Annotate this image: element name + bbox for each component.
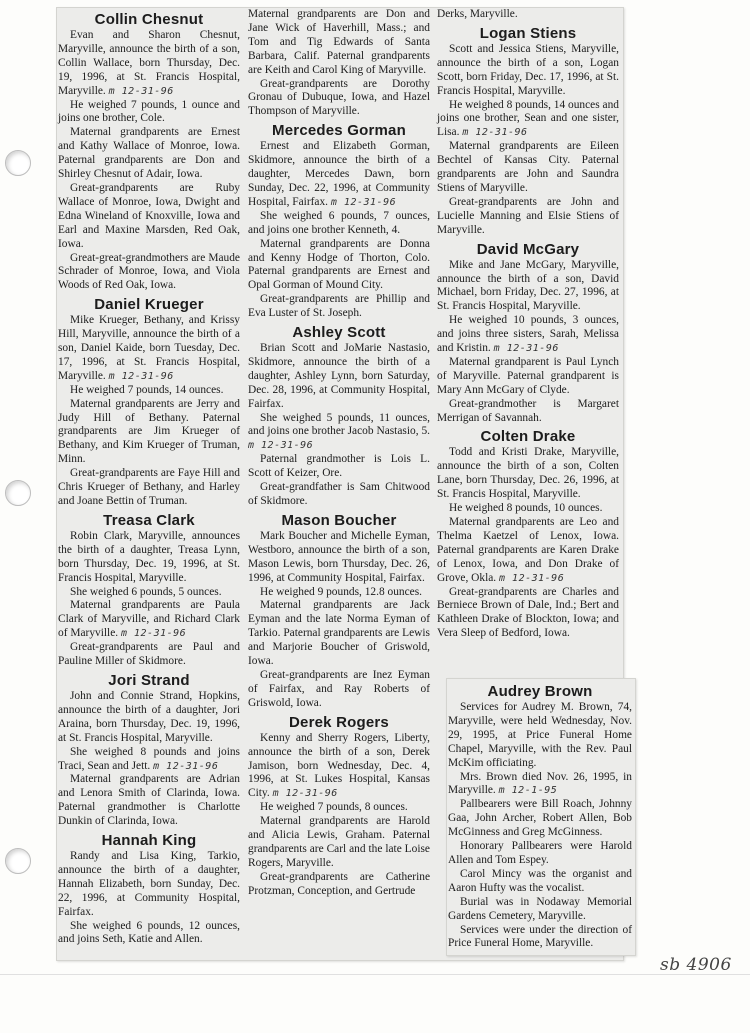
paragraph-text: Burial was in Nodaway Memorial Gardens Cemetery, Maryville.	[448, 895, 632, 922]
paragraph-text: Todd and Kristi Drake, Maryville, announce the birth of a son, Colten Lane, born Thursday, Dec. 26, 1996, at St. Francis Hospital, Maryville.	[437, 446, 619, 501]
announcement-paragraph	[437, 99, 619, 141]
paragraph-text: Maternal grandparents are Don and Jane Wick of Haverhill, Mass.; and Tom and Tig Edwards of Santa Barbara, Calif. Paternal grandparents are Keith and Carol King of Maryville.	[248, 8, 430, 76]
column-3	[437, 8, 619, 641]
paragraph-text: Scott and Jessica Stiens, Maryville, announce the birth of a son, Logan Scott, born Friday, Dec. 17, 1996, at St. Francis Hospital, Maryville.	[437, 42, 619, 97]
paragraph-text: He weighed 8 pounds, 10 ounces.	[449, 502, 603, 515]
announcement-paragraph	[58, 29, 240, 99]
catalog-number: sb 4906	[660, 955, 732, 975]
announcement-paragraph	[248, 815, 430, 871]
paragraph-text: Derks, Maryville.	[437, 8, 518, 20]
punch-hole-top	[5, 150, 31, 176]
paragraph-text: He weighed 7 pounds, 8 ounces.	[260, 801, 408, 814]
handwritten-date-note: m 12-31-96	[272, 788, 338, 800]
announcement-headline: Colten Drake	[480, 428, 576, 446]
announcement-paragraph	[437, 356, 619, 398]
handwritten-date-note: m 12-31-96	[330, 196, 397, 208]
announcement-paragraph	[448, 771, 632, 799]
announcement-paragraph	[248, 210, 430, 238]
announcement-paragraph	[58, 690, 240, 746]
announcement-paragraph	[248, 871, 430, 899]
announcement-headline: Derek Rogers	[289, 713, 389, 731]
handwritten-date-note: m 12-31-96	[153, 760, 219, 772]
announcement-paragraph	[58, 182, 240, 252]
paragraph-text: She weighed 6 pounds, 5 ounces.	[70, 585, 222, 598]
announcement	[437, 241, 619, 426]
announcement-paragraph	[448, 701, 632, 771]
announcement	[248, 122, 430, 321]
paragraph-text: She weighed 6 pounds, 7 ounces, and joins one brother Kenneth, 4.	[248, 209, 430, 236]
paragraph-text: Maternal grandparents are Harold and Alicia Lewis, Graham. Paternal grandparents are Carl and the late Loise Rogers, Maryville.	[248, 815, 430, 869]
announcement-paragraph	[58, 586, 240, 600]
handwritten-date-note: m 12-31-96	[248, 440, 314, 452]
announcement-paragraph	[58, 530, 240, 586]
announcement-paragraph	[248, 8, 430, 78]
page-edge-line	[0, 974, 750, 975]
paragraph-text: Brian Scott and JoMarie Nastasio, Skidmore, announce the birth of a daughter, Ashley Lynn, born Saturday, Dec. 28, 1996, at Community Hospital, Fairfax.	[248, 342, 430, 410]
announcement	[58, 296, 240, 509]
announcement	[448, 683, 632, 951]
announcement-paragraph	[437, 398, 619, 426]
announcement-paragraph	[248, 342, 430, 412]
announcement-paragraph	[58, 314, 240, 384]
announcement	[58, 672, 240, 829]
paragraph-text: Honorary Pallbearers were Harold Allen and Tom Espey.	[448, 840, 632, 866]
handwritten-date-note: m 12-31-96	[108, 85, 174, 97]
paragraph-text: She weighed 5 pounds, 11 ounces, and joins one brother Jacob Nastasio, 5.	[248, 411, 430, 438]
announcement-paragraph	[248, 530, 430, 586]
paragraph-text: Great-grandparents are Ruby Wallace of Monroe, Iowa, Dwight and Edna Wineland of Knoxville, Iowa and Earl and Maxine Marsden, Red Oak, Iowa.	[58, 181, 240, 250]
paragraph-text: Ernest and Elizabeth Gorman, Skidmore, announce the birth of a daughter, Mercedes Dawn, born Sunday, Dec. 22, 1996, at Community Hospital, Fairfax.	[248, 140, 430, 208]
announcement	[58, 832, 240, 947]
punch-hole-middle	[5, 480, 31, 506]
paragraph-text: She weighed 8 pounds and joins Traci, Sean and Jett.	[58, 745, 240, 772]
announcement-headline: Logan Stiens	[479, 24, 577, 42]
paragraph-text: Maternal grandparent is Paul Lynch of Maryville. Paternal grandparent is Mary Ann McGary of Clyde.	[437, 355, 619, 396]
paragraph-text: Evan and Sharon Chesnut, Maryville, announce the birth of a son, Collin Wallace, born Thursday, Dec. 19, 1996, at St. Francis Hospital, Maryville.	[58, 29, 240, 97]
paragraph-text: Great-great-grandmothers are Maude Schrader of Monroe, Iowa, and Viola Woods of Red Oak, Iowa.	[58, 251, 240, 292]
announcement-paragraph	[58, 384, 240, 398]
announcement-headline: Mercedes Gorman	[272, 122, 406, 140]
announcement-paragraph	[437, 196, 619, 238]
announcement-paragraph	[58, 773, 240, 829]
announcement-paragraph	[58, 467, 240, 509]
announcement-paragraph	[248, 293, 430, 321]
paragraph-text: Robin Clark, Maryville, announces the birth of a daughter, Treasa Lynn, born Thursday, Dec. 19, 1996, at St. Francis Hospital, Maryville.	[58, 529, 240, 584]
column-1	[58, 8, 240, 947]
announcement	[248, 8, 430, 119]
announcement-paragraph	[248, 481, 430, 509]
announcement-paragraph	[58, 599, 240, 641]
paragraph-text: Maternal grandparents are Paula Clark of Maryville, and Richard Clark of Maryville.	[58, 599, 240, 640]
announcement-headline: Ashley Scott	[292, 324, 386, 342]
paragraph-text: Pallbearers were Bill Roach, Johnny Gaa, John Archer, Robert Allen, Bob McGinness and Greg McGinness.	[448, 798, 632, 839]
announcement-paragraph	[248, 453, 430, 481]
announcement-paragraph	[248, 599, 430, 669]
handwritten-date-note: m 12-31-96	[462, 127, 528, 139]
announcement-paragraph	[58, 398, 240, 468]
paragraph-text: John and Connie Strand, Hopkins, announce the birth of a daughter, Jori Araina, born Thursday, Dec. 19, 1996, at St. Francis Hospital, Maryville.	[58, 689, 240, 744]
paragraph-text: He weighed 7 pounds, 1 ounce and joins one brother, Cole.	[58, 98, 240, 125]
announcement-paragraph	[58, 99, 240, 127]
paragraph-text: Services were under the direction of Price Funeral Home, Maryville.	[448, 923, 632, 950]
announcement-headline: Treasa Clark	[103, 511, 195, 529]
announcement	[437, 8, 619, 22]
paragraph-text: Kenny and Sherry Rogers, Liberty, announce the birth of a son, Derek Jamison, born Wednesday, Dec. 4, 1996, at St. Lukes Hospital, Kansas City.	[248, 731, 430, 800]
paragraph-text: Carol Mincy was the organist and Aaron Hufty was the vocalist.	[448, 867, 632, 894]
announcement-paragraph	[248, 669, 430, 711]
paragraph-text: Maternal grandparents are Jerry and Judy Hill of Bethany. Paternal grandparents are Jim Krueger of Bethany, and Kim Krueger of Truman, Minn.	[58, 397, 240, 466]
announcement-headline: Hannah King	[101, 832, 197, 850]
announcement-paragraph	[437, 8, 619, 22]
announcement-paragraph	[437, 43, 619, 99]
paragraph-text: Great-grandparents are Paul and Pauline Miller of Skidmore.	[58, 641, 240, 668]
announcement-paragraph	[248, 140, 430, 210]
paragraph-text: Great-grandparents are Phillip and Eva Luster of St. Joseph.	[248, 293, 430, 320]
paragraph-text: He weighed 7 pounds, 14 ounces.	[70, 383, 224, 396]
punch-hole-bottom	[5, 848, 31, 874]
announcement-paragraph	[448, 798, 632, 840]
paragraph-text: Maternal grandparents are Adrian and Lenora Smith of Clarinda, Iowa. Paternal grandmother is Charlotte Dunkin of Clarinda, Iowa.	[58, 773, 240, 828]
announcement-paragraph	[437, 314, 619, 356]
obituary-column	[448, 680, 632, 951]
announcement-paragraph	[448, 868, 632, 896]
paragraph-text: Maternal grandparents are Donna and Kenny Hodge of Thorton, Colo. Paternal grandparents are Ernest and Opal Gorman of Mound City.	[248, 237, 430, 292]
announcement-paragraph	[437, 259, 619, 315]
announcement	[58, 512, 240, 669]
announcement-paragraph	[58, 126, 240, 182]
announcement-paragraph	[58, 641, 240, 669]
handwritten-date-note: m 12-31-96	[499, 572, 565, 584]
announcement-paragraph	[448, 840, 632, 868]
announcement-paragraph	[58, 850, 240, 920]
announcement-headline: Daniel Krueger	[94, 296, 204, 314]
announcement-paragraph	[448, 924, 632, 952]
paragraph-text: Maternal grandparents are Eileen Bechtel of Kansas City. Paternal grandparents are John and Saundra Stiens of Maryville.	[437, 140, 619, 194]
column-2	[248, 8, 430, 899]
announcement-headline: Mason Boucher	[281, 511, 397, 529]
paragraph-text: Great-grandmother is Margaret Merrigan of Savannah.	[437, 397, 619, 424]
paragraph-text: Maternal grandparents are Leo and Thelma Kaetzel of Lenox, Iowa. Paternal grandparents are Karen Drake of Lenox, Iowa, and Don Drake of Grove, Okla.	[437, 516, 619, 584]
paragraph-text: Great-grandparents are Inez Eyman of Fairfax, and Ray Roberts of Griswold, Iowa.	[248, 668, 430, 709]
paragraph-text: Great-grandparents are John and Lucielle Manning and Elsie Stiens of Maryville.	[437, 195, 619, 236]
paragraph-text: Mrs. Brown died Nov. 26, 1995, in Maryville.	[448, 770, 632, 797]
paragraph-text: Great-grandparents are Dorothy Gronau of Dubuque, Iowa, and Hazel Thompson of Maryville.	[248, 77, 430, 118]
announcement-paragraph	[58, 920, 240, 948]
paragraph-text: Mark Boucher and Michelle Eyman, Westboro, announce the birth of a son, Mason Lewis, born Thursday, Dec. 26, 1996, at Community Hospital, Fairfax.	[248, 529, 430, 584]
announcement-paragraph	[448, 896, 632, 924]
paragraph-text: Mike and Jane McGary, Maryville, announce the birth of a son, David Michael, born Friday, Dec. 27, 1996, at St. Francis Hospital, Maryville.	[437, 258, 619, 313]
paragraph-text: Great-grandfather is Sam Chitwood of Skidmore.	[248, 481, 430, 507]
announcement	[248, 512, 430, 711]
announcement-headline: Collin Chesnut	[94, 11, 204, 28]
announcement-paragraph	[248, 238, 430, 294]
announcement-paragraph	[248, 801, 430, 815]
paragraph-text: Randy and Lisa King, Tarkio, announce the birth of a daughter, Hannah Elizabeth, born Sunday, Dec. 22, 1996, at Community Hospital, Fairfax.	[58, 850, 240, 918]
announcement-paragraph	[437, 446, 619, 502]
announcement	[437, 428, 619, 641]
paragraph-text: Mike Krueger, Bethany, and Krissy Hill, Maryville, announce the birth of a son, Daniel Kaide, born Tuesday, Dec. 17, 1996, at St. Francis Hospital, Maryville.	[58, 314, 240, 382]
announcement-paragraph	[248, 78, 430, 120]
announcement-paragraph	[437, 516, 619, 586]
announcement-paragraph	[248, 586, 430, 600]
paragraph-text: Great-grandparents are Catherine Protzman, Conception, and Gertrude	[248, 870, 430, 897]
announcement-paragraph	[437, 586, 619, 642]
paragraph-text: He weighed 8 pounds, 14 ounces and joins one brother, Sean and one sister, Lisa.	[437, 98, 619, 139]
announcement-paragraph	[58, 746, 240, 774]
announcement	[248, 714, 430, 899]
paragraph-text: Great-grandparents are Faye Hill and Chris Krueger of Bethany, and Harley and Joane Bettin of Truman.	[58, 467, 240, 507]
announcement	[437, 25, 619, 238]
announcement-paragraph	[437, 140, 619, 196]
announcement	[58, 11, 240, 293]
paragraph-text: Maternal grandparents are Jack Eyman and the late Norma Eyman of Tarkio. Paternal grandparents are Lewis and Marjorie Boucher of Griswold, Iowa.	[248, 599, 430, 668]
paragraph-text: He weighed 9 pounds, 12.8 ounces.	[260, 585, 422, 598]
announcement-headline: Audrey Brown	[487, 683, 593, 700]
paragraph-text: Paternal grandmother is Lois L. Scott of Keizer, Ore.	[248, 453, 430, 480]
paragraph-text: He weighed 10 pounds, 3 ounces, and joins three sisters, Sarah, Melissa and Kristin.	[437, 314, 619, 355]
announcement-paragraph	[437, 502, 619, 516]
paragraph-text: Maternal grandparents are Ernest and Kathy Wallace of Monroe, Iowa. Paternal grandparents are Don and Shirley Chesnut of Adair, Iowa.	[58, 126, 240, 181]
announcement-headline: Jori Strand	[108, 671, 190, 689]
paragraph-text: Great-grandparents are Charles and Berniece Brown of Dale, Ind.; Bert and Kathleen Drake of Blockton, Iowa; and Vera Sleep of Bedford, Iowa.	[437, 585, 619, 640]
handwritten-date-note: m 12-31-96	[493, 343, 559, 355]
handwritten-date-note: m 12-31-96	[108, 370, 174, 382]
announcement	[248, 324, 430, 509]
handwritten-date-note: m 12-31-96	[120, 628, 187, 640]
paragraph-text: She weighed 6 pounds, 12 ounces, and joins Seth, Katie and Allen.	[58, 919, 240, 946]
announcement-headline: David McGary	[476, 240, 580, 258]
handwritten-date-note: m 12-1-95	[498, 785, 558, 797]
announcement-paragraph	[58, 252, 240, 294]
paragraph-text: Services for Audrey M. Brown, 74, Maryville, were held Wednesday, Nov. 29, 1995, at Price Funeral Home Chapel, Maryville, with the Rev. Paul McKim officiating.	[448, 701, 632, 769]
announcement-paragraph	[248, 732, 430, 802]
announcement-paragraph	[248, 412, 430, 454]
